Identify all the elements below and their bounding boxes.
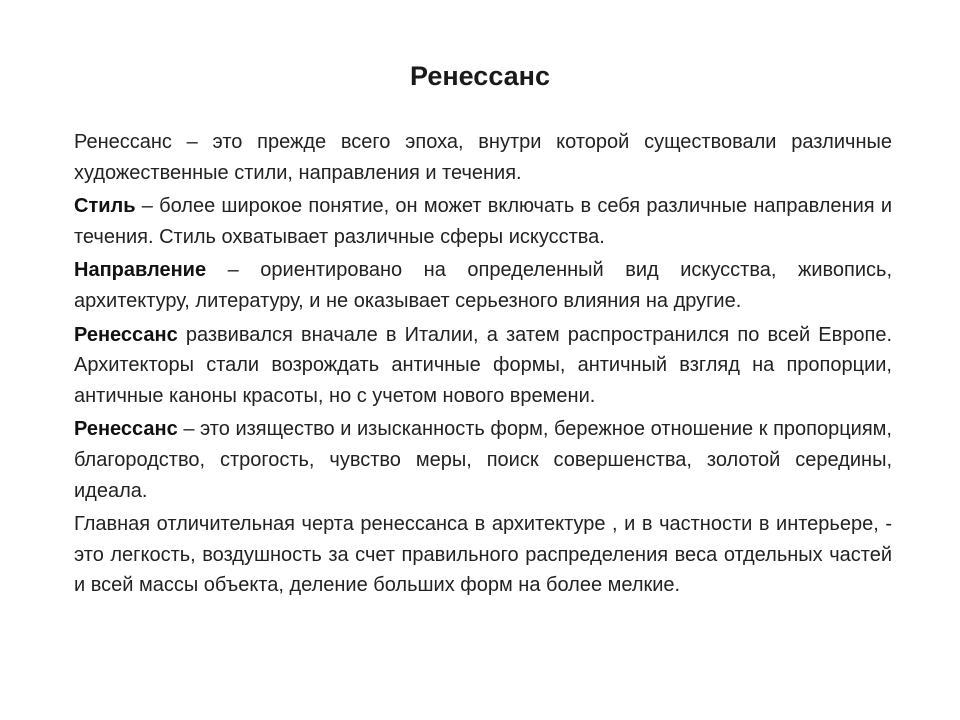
term-renaissance: Ренессанс	[74, 418, 178, 441]
paragraph-main-feature	[74, 509, 892, 601]
slide-body	[74, 127, 892, 604]
paragraph-text: – более широкое понятие, он может включать в себя различные направления и течения. Стиль охватывает различные сферы искусства.	[74, 195, 892, 248]
paragraph-text: развивался вначале в Италии, а затем распространился по всей Европе. Архитекторы стали возрождать античные формы, античный взгляд на пропорции, античные каноны красоты, но с учетом нового времени.	[74, 323, 892, 407]
paragraph-direction	[74, 255, 892, 316]
paragraph-style	[74, 191, 892, 252]
paragraph-text: Главная отличительная черта ренессанса в архитектуре , и в частности в интерьере, - это легкость, воздушность за счет правильного распределения веса отдельных частей и всей массы объекта, деление больших форм на более мелкие.	[74, 513, 892, 597]
term-renaissance: Ренессанс	[74, 323, 178, 346]
term-direction: Направление	[74, 259, 207, 282]
term-style: Стиль	[74, 195, 136, 218]
paragraph-text: Ренессанс – это прежде всего эпоха, внутри которой существовали различные художественные стили, направления и течения.	[74, 131, 892, 184]
paragraph-renaissance-era	[74, 127, 892, 188]
paragraph-text: – ориентировано на определенный вид искусства, живопись, архитектуру, литературу, и не оказывает серьезного влияния на другие.	[74, 259, 892, 312]
paragraph-renaissance-qualities	[74, 414, 892, 506]
slide-title: Ренессанс	[409, 61, 551, 91]
paragraph-text: – это изящество и изысканность форм, бережное отношение к пропорциям, благородство, строгость, чувство меры, поиск совершенства, золотой середины, идеала.	[74, 418, 892, 502]
paragraph-renaissance-spread	[74, 320, 892, 412]
